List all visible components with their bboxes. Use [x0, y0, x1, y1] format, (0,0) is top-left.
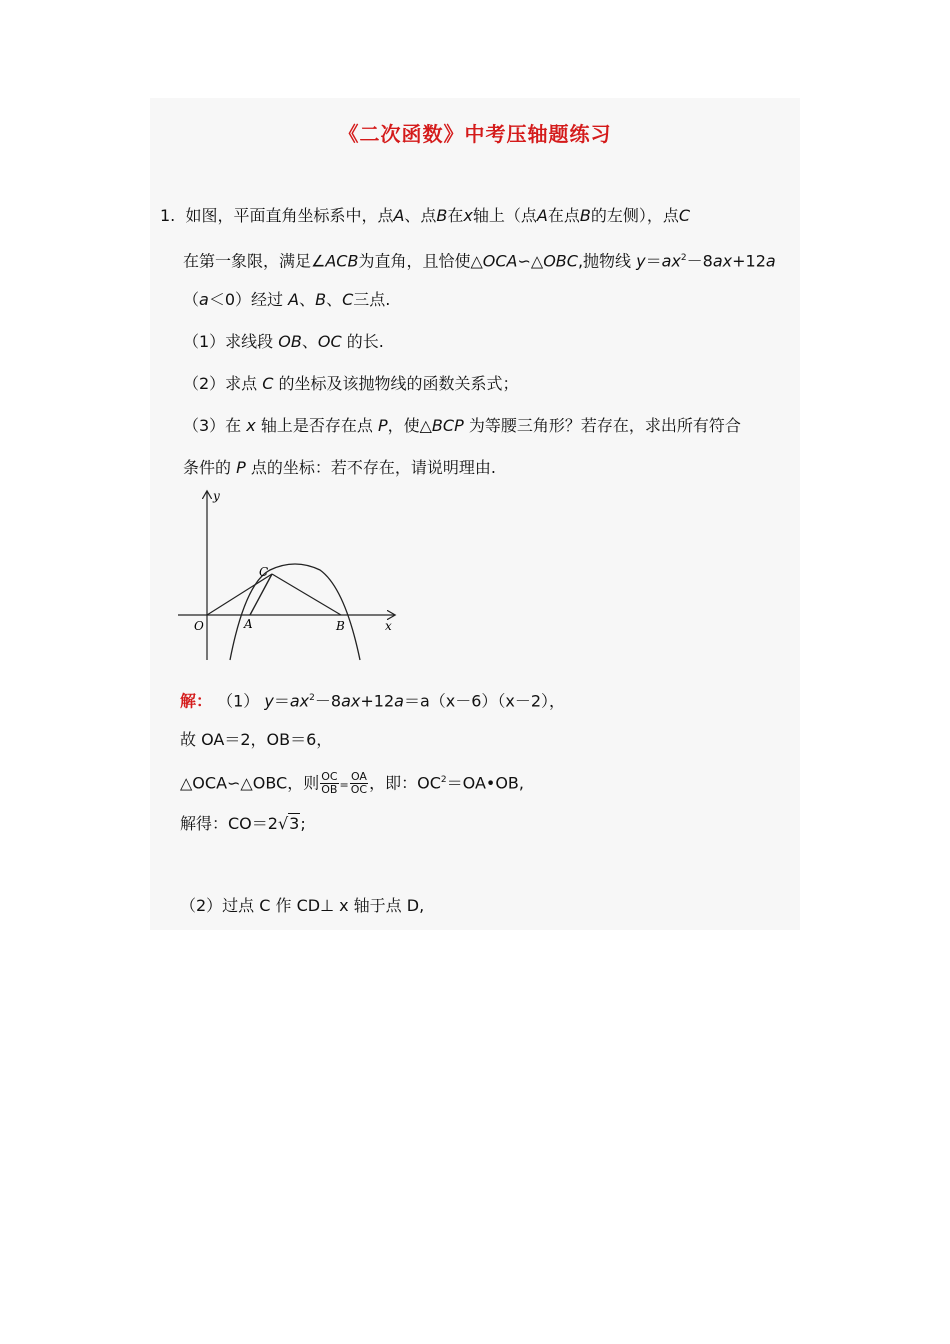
label-C: C [259, 565, 269, 579]
label-B: B [336, 619, 345, 633]
solution-line-3: △OCA∽△OBC，则 $\frac{OC}{OB}$ = $\frac{OA}{OC}$ ，即：$OC^2=OA•OB$, [180, 770, 524, 797]
solution-line-1: 解： （1） $y=ax^2-8ax+12a=a(x-6)(x-2)$， [180, 691, 566, 711]
solution-line-2: 故 OA＝2，OB＝6， [180, 730, 333, 749]
label-O: O [194, 619, 204, 633]
segment-CA [250, 574, 272, 615]
problem-line-2: 在第一象限，满足∠ACB为直角，且恰使△OCA∽△OBC,抛物线 $y=ax^2-8ax+12a$ [183, 251, 776, 271]
label-x: x [385, 619, 392, 633]
solution-line-5: （2）过点 C 作 CD⊥ x 轴于点 D, [180, 896, 425, 915]
problem-line-3: （a＜0）经过 A、B、C三点. [183, 290, 391, 309]
question-1: （1）求线段 OB、OC 的长. [183, 332, 384, 351]
parabola-figure [170, 488, 400, 666]
sqrt-radicand: 3 [289, 814, 300, 833]
parabola-curve [230, 564, 360, 660]
label-A: A [244, 617, 253, 631]
fraction-oa-oc: $\frac{OA}{OC}$ [350, 770, 368, 797]
page-title: 《二次函数》中考压轴题练习 [338, 122, 612, 146]
question-2: （2）求点 C 的坐标及该抛物线的函数关系式； [183, 374, 519, 393]
segment-OC [207, 574, 272, 615]
fraction-oc-ob: $\frac{OC}{OB}$ [321, 770, 338, 797]
problem-line-1: 1. 如图，平面直角坐标系中，点A、点B在x轴上（点A在点B的左侧），点C [160, 206, 691, 225]
label-y: y [213, 489, 220, 503]
question-3-continued: 条件的 P 点的坐标：若不存在，请说明理由. [183, 458, 496, 477]
solution-line-4: 解得：CO＝2√3; [180, 814, 306, 833]
question-3: （3）在 x 轴上是否存在点 P，使△BCP 为等腰三角形？若存在，求出所有符合 [183, 416, 741, 435]
solution-label: 解： [180, 691, 213, 711]
